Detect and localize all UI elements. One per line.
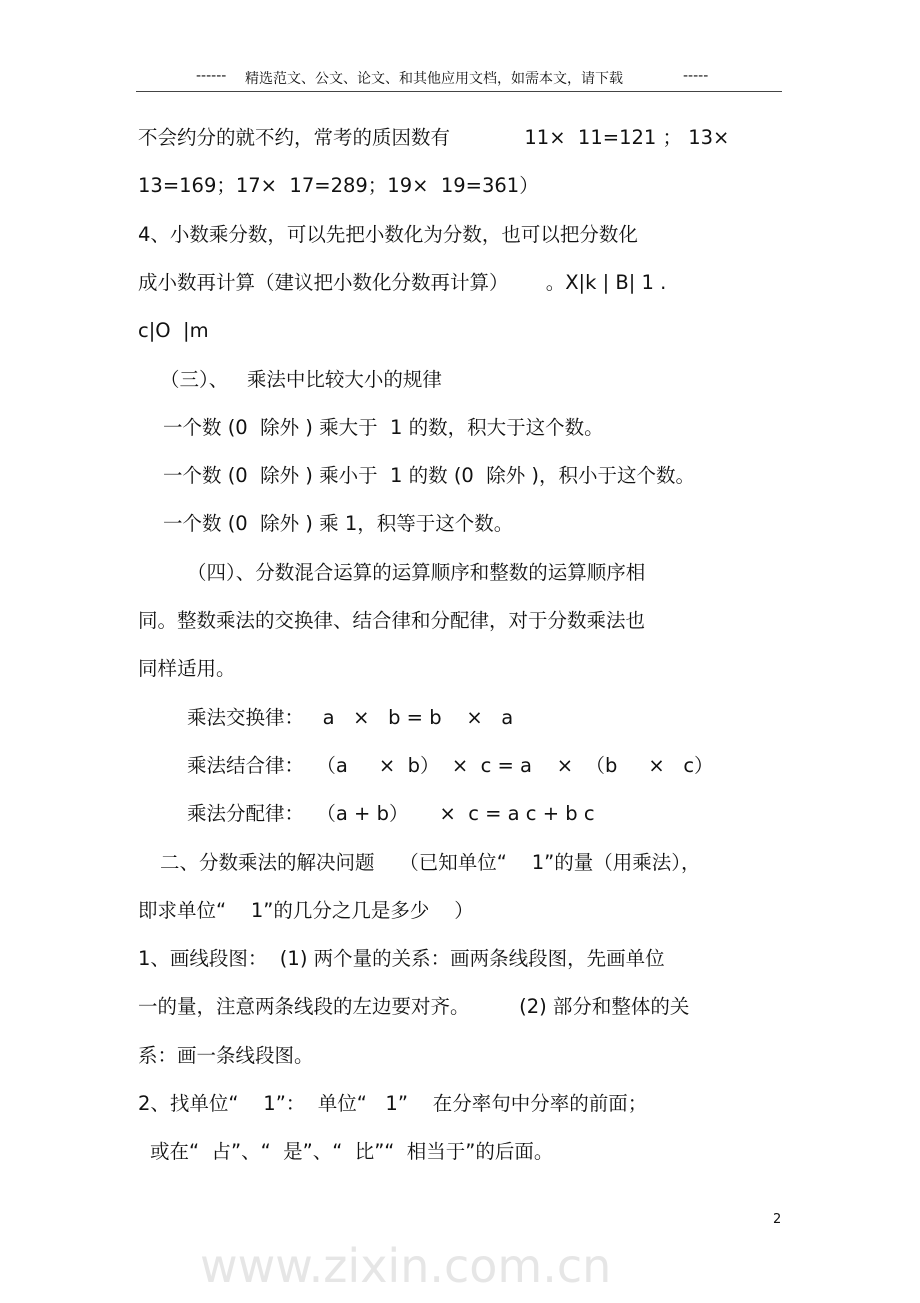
text-line: 系：画一条线段图。 bbox=[138, 1043, 314, 1067]
text-line: 2、找单位“ 1”： 单位“ 1” 在分率句中分率的前面； bbox=[138, 1092, 648, 1115]
text-line: 一个数 (0 除外 ) 乘小于 1 的数 (0 除外 )，积小于这个数。 bbox=[163, 464, 696, 488]
text-line: 同。整数乘法的交换律、结合律和分配律，对于分数乘法也 bbox=[138, 609, 646, 632]
text-line: 乘法交换律： a × b = b × a bbox=[187, 705, 514, 729]
text-line: 成小数再计算（建议把小数化分数再计算） 。X|k | B| 1 . bbox=[138, 270, 667, 294]
text-line: 即求单位“ 1”的几分之几是多少 ） bbox=[138, 898, 474, 922]
text-line: （三）、 乘法中比较大小的规律 bbox=[160, 367, 442, 391]
header-dashes-right: ----- bbox=[683, 68, 709, 84]
page-number: 2 bbox=[773, 1212, 782, 1227]
text-line: 或在“ 占”、“ 是”、“ 比”“ 相当于”的后面。 bbox=[150, 1140, 554, 1164]
text-line: 一的量，注意两条线段的左边要对齐。 (2) 部分和整体的关 bbox=[138, 995, 690, 1019]
text-line: 4、小数乘分数，可以先把小数化为分数，也可以把分数化 bbox=[138, 222, 638, 246]
text-line: 13=169；17× 17=289；19× 19=361） bbox=[138, 174, 539, 198]
header-dashes-left: ------ bbox=[196, 68, 227, 84]
text-line: 同样适用。 bbox=[138, 657, 236, 681]
header-rule bbox=[136, 91, 782, 92]
text-line: 不会约分的就不约，常考的质因数有 11× 11=121 ； 13× bbox=[138, 126, 730, 149]
watermark: www.zixin.com.cn bbox=[200, 1239, 612, 1293]
header-text: 精选范文、公文、论文、和其他应用文档，如需本文，请下载 bbox=[245, 71, 623, 87]
text-line: 二、分数乘法的解决问题 （已知单位“ 1”的量（用乘法）， bbox=[160, 850, 701, 874]
text-line: （四）、分数混合运算的运算顺序和整数的运算顺序相 bbox=[187, 560, 646, 584]
text-line: 1、画线段图： (1) 两个量的关系：画两条线段图，先画单位 bbox=[138, 947, 665, 971]
text-line: 乘法结合律： （a × b） × c = a × （b × c） bbox=[187, 753, 714, 777]
text-line: 一个数 (0 除外 ) 乘大于 1 的数，积大于这个数。 bbox=[163, 415, 604, 439]
text-line: c|O |m bbox=[138, 319, 209, 343]
text-line: 一个数 (0 除外 ) 乘 1，积等于这个数。 bbox=[163, 512, 514, 536]
text-line: 乘法分配律： （a + b） × c = a c + b c bbox=[187, 802, 595, 826]
